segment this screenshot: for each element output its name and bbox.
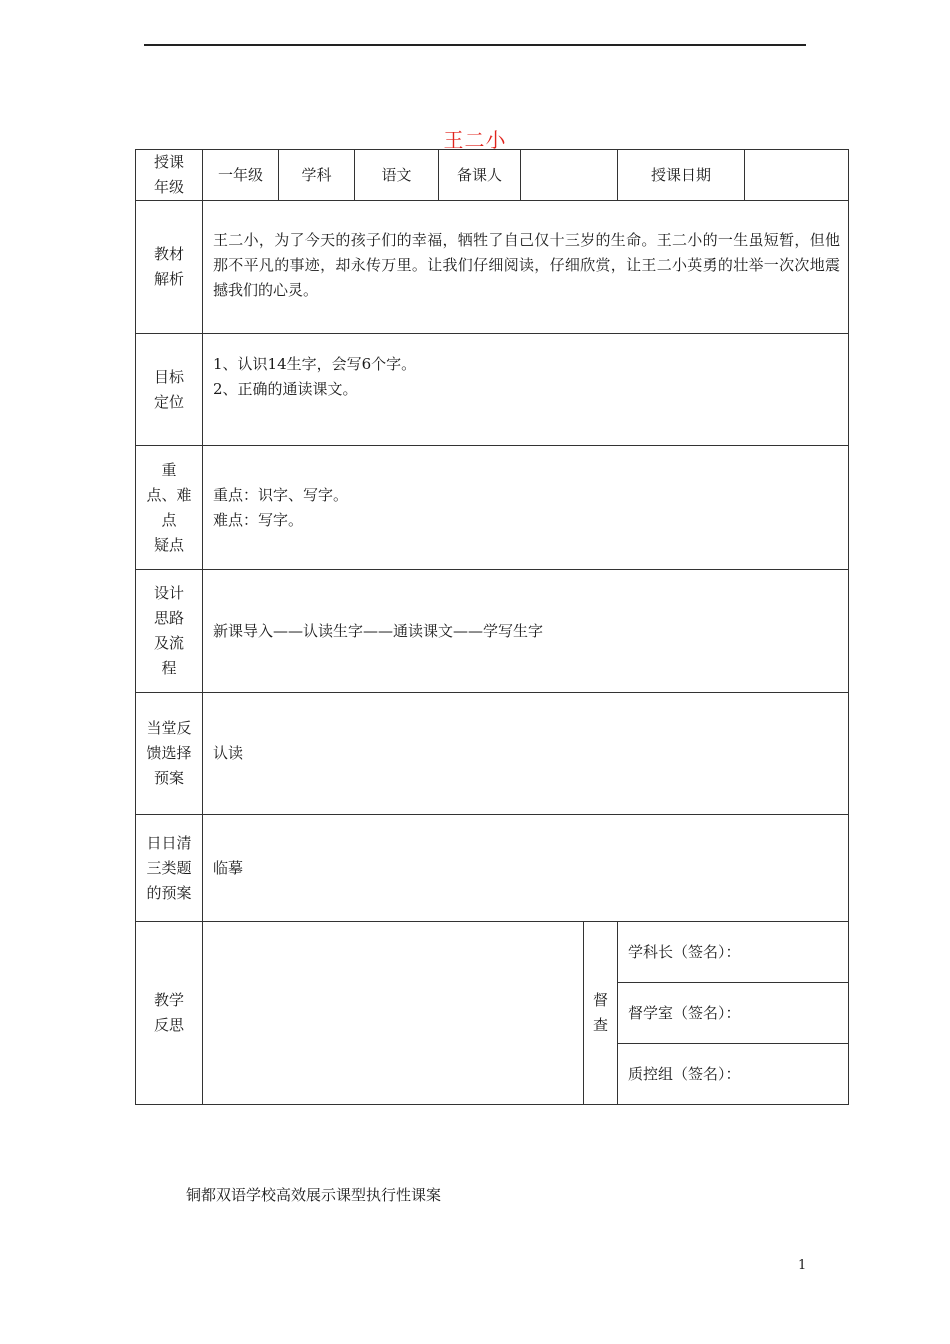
signature-supervision-office: 督学室（签名）： (618, 983, 849, 1044)
header-rule (144, 44, 806, 46)
grade-value: 一年级 (203, 150, 279, 201)
analysis-text: 王二小，为了今天的孩子们的幸福，牺牲了自己仅十三岁的生命。王二小的一生虽短暂，但他那不平凡的事迹，却永传万里。让我们仔细阅读，仔细欣赏，让王二小英勇的壮举一次次地震撼我们的心灵。 (213, 231, 840, 299)
key-points-content (203, 446, 849, 570)
daily-row (136, 815, 849, 922)
design-row (136, 570, 849, 693)
reflection-label: 教学 反思 (136, 922, 203, 1105)
key-points-row (136, 446, 849, 570)
subject-label: 学科 (279, 150, 355, 201)
feedback-label: 当堂反 馈选择 预案 (136, 693, 203, 815)
grade-label: 授课年级 (136, 150, 203, 201)
page-number: 1 (798, 1258, 807, 1273)
design-text: 新课导入——认读生字——通读课文——学写生字 (213, 621, 544, 640)
design-content (203, 570, 849, 693)
analysis-content (203, 201, 849, 334)
daily-text: 临摹 (213, 858, 244, 877)
header-row (136, 150, 849, 201)
signature-quality-group: 质控组（签名）： (618, 1044, 849, 1105)
analysis-label: 教材解析 (136, 201, 203, 334)
subject-value: 语文 (355, 150, 439, 201)
date-label: 授课日期 (618, 150, 745, 201)
analysis-row (136, 201, 849, 334)
daily-content (203, 815, 849, 922)
reflection-content (203, 922, 584, 1105)
difficult-point-line: 难点：写字。 (213, 510, 304, 529)
feedback-content (203, 693, 849, 815)
key-points-label: 重 点、难 点 疑点 (136, 446, 203, 570)
lesson-plan-table (135, 149, 849, 1105)
goal-line-1: 1、认识14生字，会写6个字。 (213, 355, 417, 373)
lesson-title: 王二小 (443, 128, 507, 152)
footer-school-name: 铜都双语学校高效展示课型执行性课案 (186, 1186, 442, 1204)
goal-line-2: 2、正确的通读课文。 (213, 380, 358, 398)
date-value (745, 150, 849, 201)
teacher-label: 备课人 (439, 150, 521, 201)
daily-label: 日日清 三类题 的预案 (136, 815, 203, 922)
teacher-value (521, 150, 618, 201)
signature-subject-head: 学科长（签名）： (618, 922, 849, 983)
goals-label: 目标定位 (136, 334, 203, 446)
reflection-row-1 (136, 922, 849, 983)
feedback-text: 认读 (213, 744, 244, 762)
supervise-label: 督 查 (584, 922, 618, 1105)
feedback-row (136, 693, 849, 815)
design-label: 设计 思路 及流 程 (136, 570, 203, 693)
goals-content (203, 334, 849, 446)
goals-row (136, 334, 849, 446)
key-point-line: 重点：识字、写字。 (213, 485, 349, 504)
